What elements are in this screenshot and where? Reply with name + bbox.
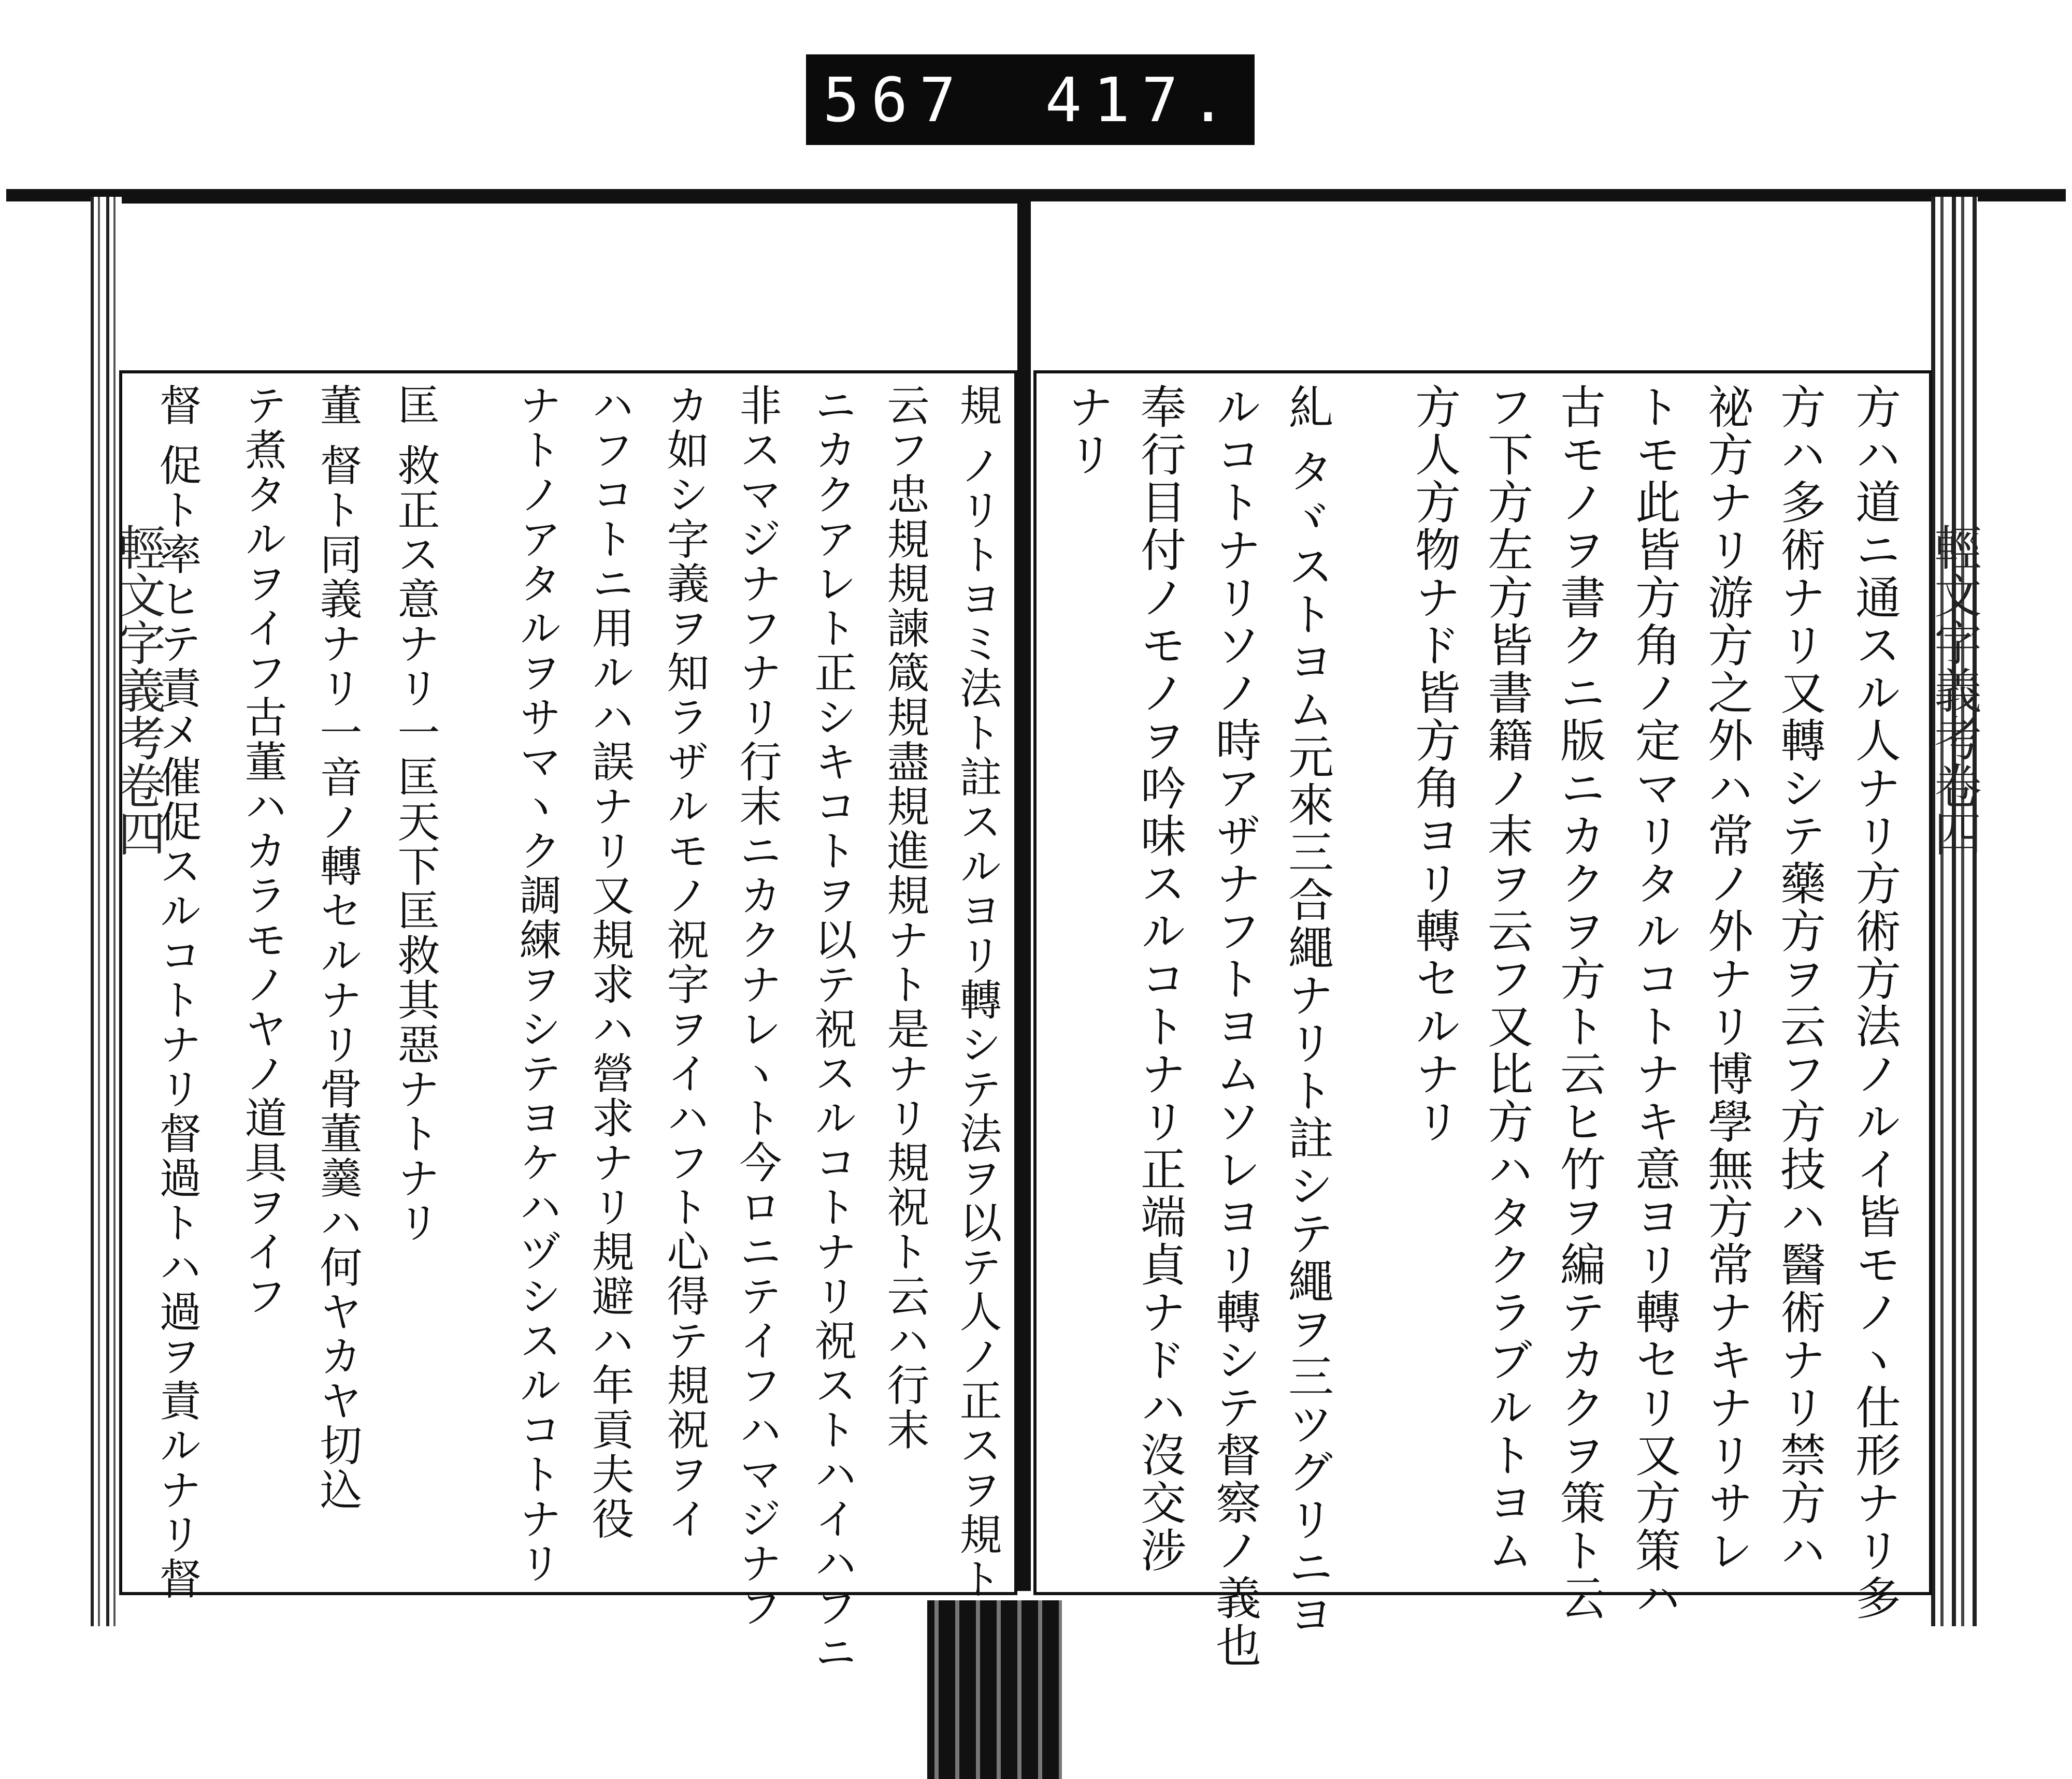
right-side-title: 輕文字義考卷四 [1926,523,1982,857]
catalog-number-right: 417. [1045,64,1238,136]
right-page-column: 方人方物ナド皆方角ヨリ轉セルナリ [1408,383,1461,1146]
left-page-edge [91,197,122,1626]
catalog-number-left: 567 [823,64,968,136]
left-page-column: ハフコトニ用ルハ誤ナリ又規求ハ營求ナリ規避ハ年貢夫役 [585,383,634,1541]
book-spine [1017,193,1031,1591]
spine-shadow [927,1600,1062,1779]
right-page-column: 古モノヲ書クニ版ニカクヲ方ト云ヒ竹ヲ編テカクヲ策ト云 [1553,383,1606,1622]
right-page-column: フ下方左方皆書籍ノ末ヲ云フ又比方ハタクラブルトヨム [1480,383,1534,1574]
right-page-column: ルコトナリソノ時アザナフトヨムソレヨリ轉シテ督察ノ義也 [1208,383,1262,1670]
left-page-column: ニカクアレト正シキコトヲ以テ祝スルコトナリ祝ストハイハフニ [808,383,857,1675]
right-page-column: 方ハ多術ナリ又轉シテ藥方ヲ云フ方技ハ醫術ナリ禁方ハ [1773,383,1826,1574]
left-page-column: ナトノアタルヲサマヽク調練ヲシテヨケハヅシスルコトナリ [512,383,562,1586]
right-page-column: トモ此皆方角ノ定マリタルコトナキ意ヨリ轉セリ又方策ハ [1628,383,1681,1622]
left-page-column: 云フ忠規規諫箴規盡規進規ナト是ナリ規祝ト云ハ行末 [880,383,929,1452]
right-page-column: 奉行目付ノモノヲ吟味スルコトナリ正端貞ナドハ沒交涉 [1133,383,1187,1574]
right-page-edge [1931,197,1978,1626]
right-page-column: 方ハ道ニ通スル人ナリ方術方法ノルイ皆モノヽ仕形ナリ多 [1848,383,1902,1622]
right-page-column: 糺 タヾストヨム元來三合繩ナリト註シテ繩ヲ三ツグリニヨ [1281,383,1334,1639]
left-side-title: 輕文字義考卷四 [110,523,166,857]
left-page-column: 規 ノリトヨミ法ト註スルヨリ轉シテ法ヲ以テ人ノ正スヲ規ト [953,383,1002,1602]
left-page-column: 董 督ト同義ナリ一音ノ轉セルナリ骨董羹ハ何ヤカヤ切込 [313,383,362,1513]
left-page-top-margin [122,201,1017,374]
left-page-column: 匡 救正ス意ナリ一匡天下匡救其惡ナトナリ [391,383,440,1246]
left-page-column: カ如シ字義ヲ知ラザルモノ祝字ヲイハフト心得テ規祝ヲイ [660,383,709,1541]
left-page-column: 非スマジナフナリ行末ニカクナレヽト今ロニテイフハマジナフ [732,383,782,1630]
left-page-column: テ煮タルヲイフ古董ハカラモノヤノ道具ヲイフ [238,383,287,1319]
left-page-column: 督 促ト率ヒテ責メ催促スルコトナリ督過トハ過ヲ責ルナリ督 [152,383,202,1602]
top-page-edge [6,189,2066,201]
right-page-column: 祕方ナリ游方之外ハ常ノ外ナリ博學無方常ナキナリサレ [1701,383,1754,1574]
right-page-column: ナリ [1061,383,1114,479]
